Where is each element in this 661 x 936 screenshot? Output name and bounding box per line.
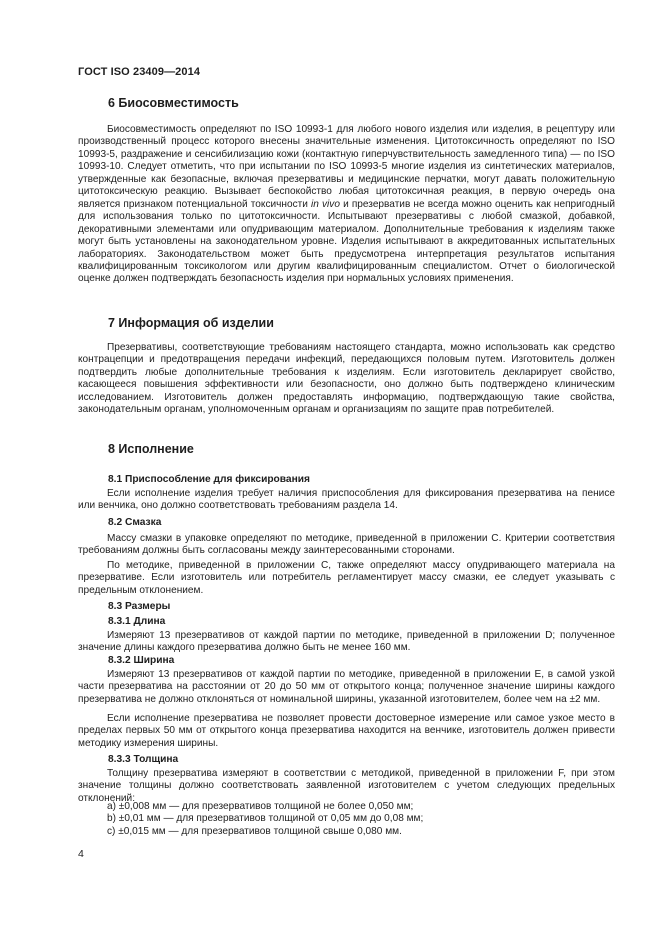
section-6-paragraph [78,124,615,286]
subsection-8-1-paragraph: Если исполнение изделия требует наличия приспособления для фиксирования презерватива на пенисе или венчика, оно должно соответствовать требованиям раздела 14. [78,488,615,512]
subsection-8-3-3-heading: 8.3.3 Толщина [108,754,179,765]
section-6-heading: 6 Биосовместимость [108,96,239,110]
section-7-heading: 7 Информация об изделии [108,316,274,330]
page-number: 4 [78,848,84,860]
section-6-text: Биосовместимость определяют по ISO 10993-1 для любого нового изделия или изделия, в рецептуру или производственный процесс которого внесены значительные изменения. Цитотоксичность определяют по ISO 10993-5, раздражение и сенсибилизацию кожи (контактную гиперчувствительность замедленного типа) — по ISO 10993-10. Следует отметить, что при испытании по ISO 10993-5 многие изделия из синтетических материалов, утвержденные как безопасные, включая презервативы и медицинские перчатки, могут давать положительную цитотоксическую реакцию. Вызывает беспокойство любая цитотоксичная реакция, в первую очередь она является признаком потенциальной токсичности [78,124,615,210]
subsection-8-3-1-paragraph: Измеряют 13 презервативов от каждой партии по методике, приведенной в приложении D; полученное значение длины каждого презерватива должно быть не менее 160 мм. [78,630,615,654]
list-item: a) ±0,008 мм — для презервативов толщиной не более 0,050 мм; [107,801,414,812]
subsection-8-2-paragraph-2: По методике, приведенной в приложении С, также определяют массу опудривающего материала на презервативе. Если изготовитель или потребитель регламентирует массу смазки, ее следует указывать с предельным отклонением. [78,560,615,596]
subsection-8-3-2-paragraph-1: Измеряют 13 презервативов от каждой партии по методике, приведенной в приложении Е, в самой узкой части презерватива на расстоянии от 20 до 50 мм от открытого конца; полученное значение ширины каждого презерватива не должно отклоняться от номинальной ширины, указанной изготовителем, более чем на ±2 мм. [78,669,615,705]
list-item: b) ±0,01 мм — для презервативов толщиной от 0,05 мм до 0,08 мм; [107,813,424,825]
subsection-8-3-2-heading: 8.3.2 Ширина [108,655,175,666]
subsection-8-2-paragraph-1: Массу смазки в упаковке определяют по методике, приведенной в приложении С. Критерии соответствия требованиям должны быть согласованы между заинтересованными сторонами. [78,533,615,557]
subsection-8-1-heading: 8.1 Приспособление для фиксирования [108,474,310,485]
section-7-paragraph: Презервативы, соответствующие требованиям настоящего стандарта, можно использовать как средство контрацепции и предотвращения передачи инфекций, передающихся половым путем. Изготовитель должен подтвердить любые дополнительные требования к изделиям. Если изготовитель декларирует свойство, касающееся повышения эффективности или безопасности, оно должно быть подтверждено клиническим исследованием. Изготовитель должен предоставлять информацию, подтверждающую такие свойства, законодательным органам, уполномоченным органам и организациям по защите прав потребителей. [78,342,615,416]
section-8-heading: 8 Исполнение [108,442,194,456]
list-item: c) ±0,015 мм — для презервативов толщиной свыше 0,080 мм. [107,825,402,837]
tolerance-list [78,801,615,838]
subsection-8-3-1-heading: 8.3.1 Длина [108,616,166,627]
document-id-header: ГОСТ ISO 23409—2014 [78,66,201,78]
subsection-8-3-heading: 8.3 Размеры [108,601,171,612]
subsection-8-2-heading: 8.2 Смазка [108,517,162,528]
subsection-8-3-2-paragraph-2: Если исполнение презерватива не позволяет провести достоверное измерение или самое узкое место в пределах первых 50 мм от открытого конца презерватива находится на венчике, изготовитель должен привести методику измерения ширины. [78,713,615,749]
subsection-8-3-3-paragraph: Толщину презерватива измеряют в соответствии с методикой, приведенной в приложении F, при этом значение толщины должно соответствовать заявленной изготовителем с учетом следующих предельных отклонений: [78,768,615,804]
section-6-text-tail: и презерватив не всегда можно оценить как непригодный для использования только по цитотоксичности. Испытывают презервативы с любой смазкой, добавкой, декоративными элементами или опудривающим материалом. Дополнительные требования к изделиям также могут быть установлены на законодательном уровне. Изделия испытывают в аккредитованных испытательных лабораториях. Законодательством может быть предусмотрена интерпретация результатов испытания квалифицированным токсикологом или другим квалифицированным специалистом. Отчет о биологической оценке должен подтверждать безопасность изделия при нормальных условиях применения. [78,198,615,285]
section-6-italic-term: in vivo [311,198,340,210]
